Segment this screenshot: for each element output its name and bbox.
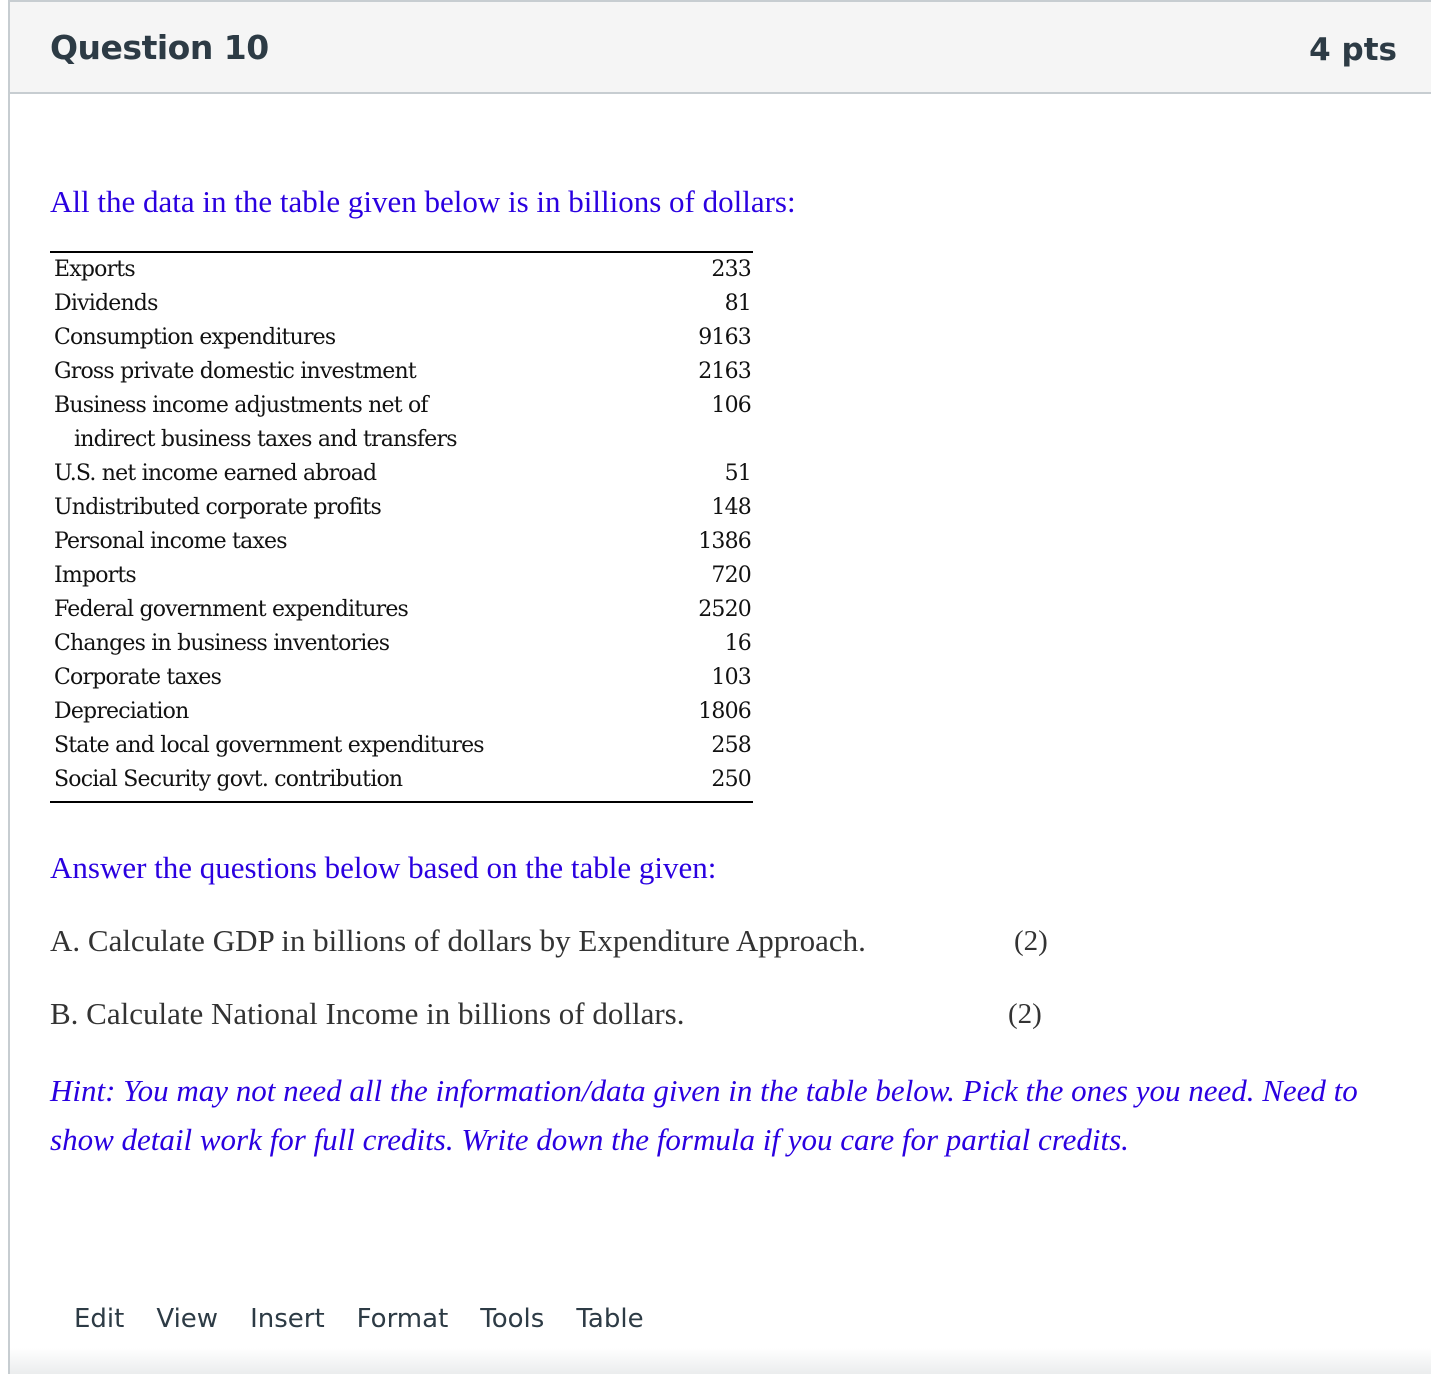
table-row (50, 697, 753, 731)
row-label: indirect business taxes and transfers (74, 427, 457, 452)
row-label: Dividends (54, 291, 158, 316)
row-label: Exports (54, 257, 135, 282)
table-row (50, 255, 753, 289)
row-label: Federal government expenditures (54, 597, 409, 622)
row-label: Business income adjustments net of (54, 393, 428, 418)
row-value: 258 (711, 733, 751, 758)
table-intro-text: All the data in the table given below is in billions of dollars: (50, 184, 796, 219)
row-value: 720 (711, 563, 751, 588)
menu-insert[interactable]: Insert (250, 1304, 325, 1334)
row-label: Consumption expenditures (54, 325, 336, 350)
editor-menubar (74, 1304, 676, 1334)
row-value: 2520 (698, 597, 751, 622)
questions-intro-text: Answer the questions below based on the table given: (50, 850, 717, 885)
menu-table[interactable]: Table (576, 1304, 644, 1334)
row-value: 1806 (698, 699, 751, 724)
row-label: Imports (54, 563, 136, 588)
table-row (50, 765, 753, 799)
table-row (50, 629, 753, 663)
row-label: Corporate taxes (54, 665, 222, 690)
row-label: State and local government expenditures (54, 733, 484, 758)
table-row (50, 459, 753, 493)
menu-view[interactable]: View (156, 1304, 219, 1334)
row-label: Depreciation (54, 699, 189, 724)
hint-text: Hint: You may not need all the information/data given in the table below. Pick the ones you need. Need to show detail work for full credits. Write down the formula if you care for partial credits. (50, 1073, 1358, 1157)
row-value: 1386 (698, 529, 751, 554)
table-row (50, 561, 753, 595)
editor-toolbar-edge (10, 1348, 1431, 1374)
table-row (50, 391, 753, 425)
menu-tools[interactable]: Tools (480, 1304, 545, 1334)
table-row (50, 595, 753, 629)
table-row (50, 663, 753, 697)
table-row (50, 289, 753, 323)
row-value: 250 (711, 767, 751, 792)
table-row (50, 493, 753, 527)
row-value: 16 (724, 631, 751, 656)
row-value: 9163 (698, 325, 751, 350)
table-row (50, 425, 753, 459)
row-value: 106 (711, 393, 751, 418)
row-value: 103 (711, 665, 751, 690)
question-a-marks: (2) (1014, 925, 1048, 957)
question-points: 4 pts (1309, 32, 1397, 68)
menu-edit[interactable]: Edit (74, 1304, 125, 1334)
row-label: Personal income taxes (54, 529, 287, 554)
row-label: U.S. net income earned abroad (54, 461, 377, 486)
question-b-marks: (2) (1008, 998, 1042, 1030)
row-label: Gross private domestic investment (54, 359, 416, 384)
row-value: 81 (724, 291, 751, 316)
table-row (50, 731, 753, 765)
data-table (50, 251, 753, 803)
row-label: Undistributed corporate profits (54, 495, 381, 520)
question-a-text: A. Calculate GDP in billions of dollars by Expenditure Approach. (50, 923, 866, 958)
question-b-text: B. Calculate National Income in billions of dollars. (50, 996, 685, 1031)
table-row (50, 323, 753, 357)
menu-format[interactable]: Format (356, 1304, 449, 1334)
row-value: 148 (711, 495, 751, 520)
row-value: 51 (724, 461, 751, 486)
table-row (50, 357, 753, 391)
table-row (50, 527, 753, 561)
row-label: Changes in business inventories (54, 631, 390, 656)
question-card (8, 0, 1431, 1374)
question-header (10, 2, 1431, 94)
row-value: 233 (711, 257, 751, 282)
row-value: 2163 (698, 359, 751, 384)
row-label: Social Security govt. contribution (54, 767, 403, 792)
question-title: Question 10 (50, 28, 269, 67)
